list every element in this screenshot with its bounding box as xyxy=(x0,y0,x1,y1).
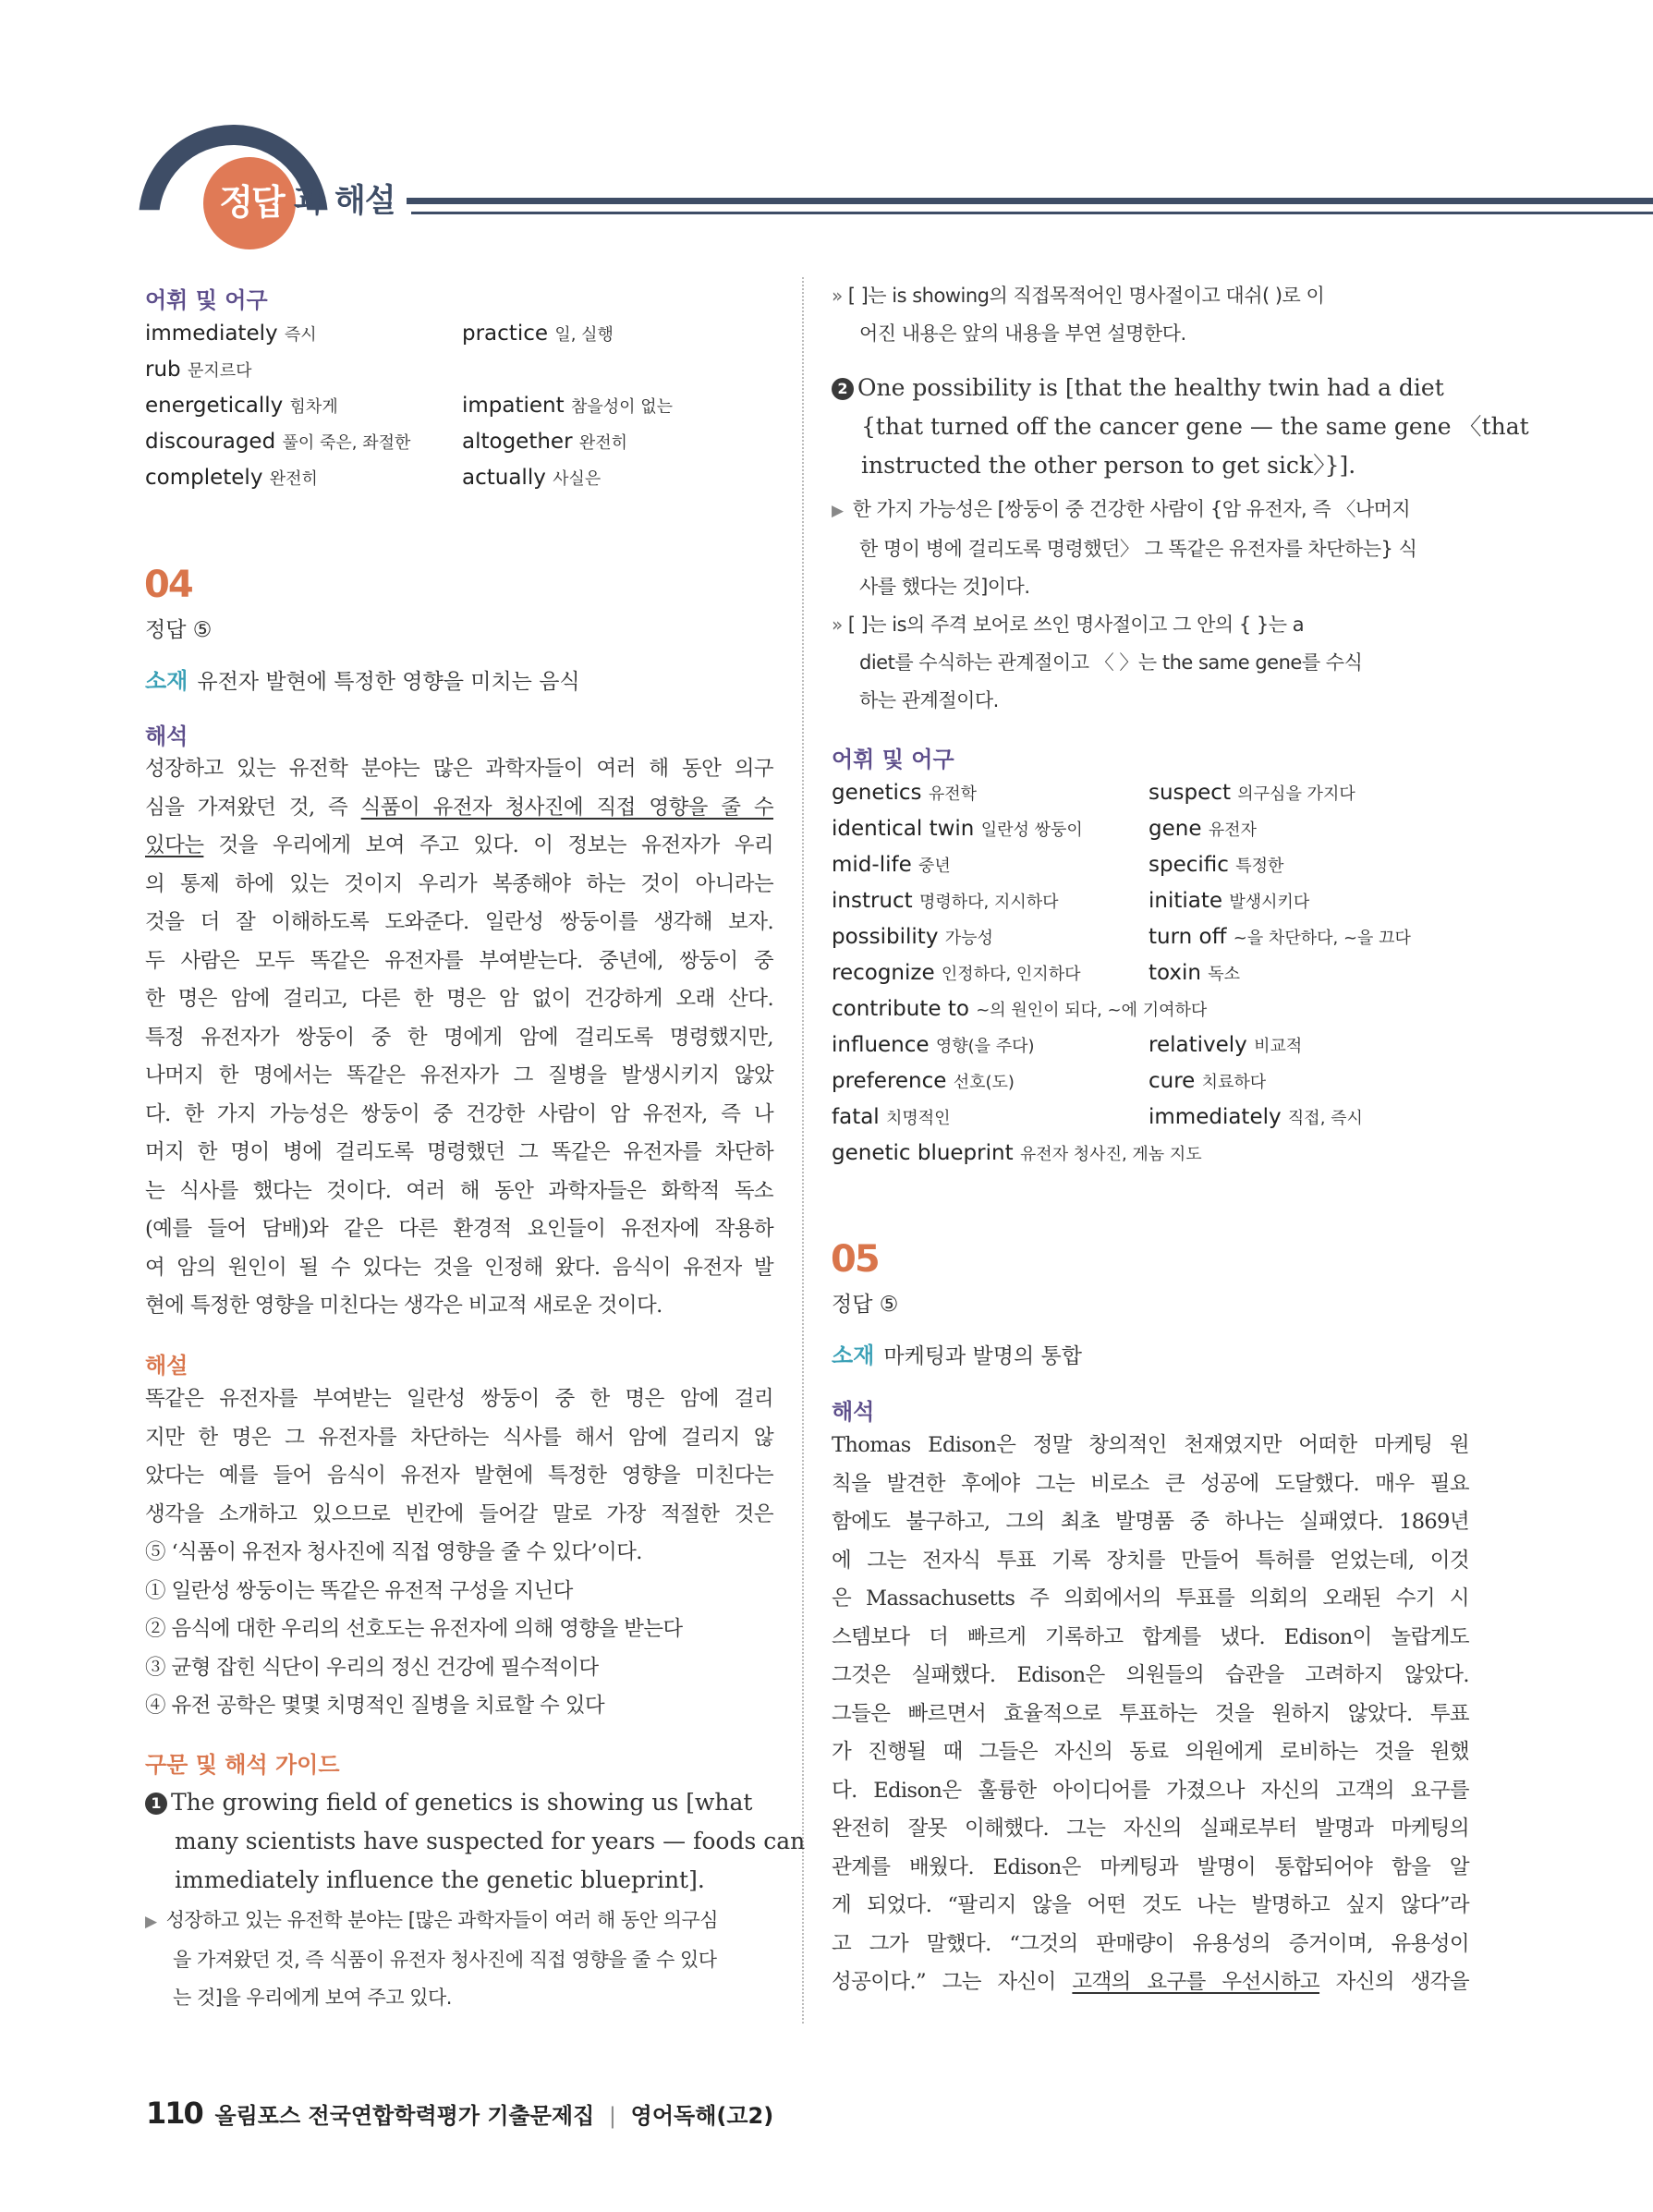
text-line: 그들은 빠르면서 효율적으로 투표하는 것을 원하지 않았다. 투표 xyxy=(832,1701,1469,1726)
vocab-term: practice xyxy=(462,322,548,346)
number-bullet-icon: 1 xyxy=(145,1793,167,1815)
vocab-term: gene xyxy=(1149,817,1202,841)
number-bullet-icon: 2 xyxy=(832,378,854,400)
guide-text: many scientists have suspected for years — foods can xyxy=(175,1828,806,1854)
subject-title: 영어독해(고2) xyxy=(630,2103,774,2129)
text-line: 나머지 한 명에서는 똑같은 유전자가 그 질병을 발생시키지 않았 xyxy=(145,1063,773,1088)
vocab-col2 xyxy=(1149,1069,1266,1093)
double-arrow-icon: » xyxy=(832,285,843,307)
guide-text: instructed the other person to get sick〉}]. xyxy=(861,452,1356,479)
topic-text: 유전자 발현에 특정한 영향을 미치는 음식 xyxy=(197,670,580,694)
text-line: ⑤ ‘식품이 유전자 청사진에 직접 영향을 줄 수 있다’이다. xyxy=(145,1540,642,1564)
vocab-term: rub xyxy=(145,358,181,382)
vocab-col2 xyxy=(1149,817,1257,841)
vocab-row xyxy=(145,466,773,502)
answer-05: 정답 ⑤ xyxy=(832,1293,899,1317)
text-line: 현에 특정한 영향을 미친다는 생각은 비교적 새로운 것이다. xyxy=(145,1294,662,1318)
vocab-row xyxy=(832,1033,1469,1069)
vocab-col2 xyxy=(462,430,627,454)
vocab-term: genetics xyxy=(832,781,922,805)
text-line: 스템보다 더 빠르게 기록하고 합계를 냈다. Edison이 놀랍게도 xyxy=(832,1624,1469,1649)
ko-text: diet를 수식하는 관계절이고 〈 〉는 the same gene를 수식 xyxy=(859,651,1363,674)
text-line: 생각을 소개하고 있으므로 빈칸에 들어갈 말로 가장 적절한 것은 xyxy=(145,1501,773,1526)
text-line: 가 진행될 때 그들은 자신의 동료 의원에게 로비하는 것을 원했 xyxy=(832,1740,1469,1764)
text-line: 함에도 불구하고, 그의 최초 발명품 중 하나는 실패였다. 1869년 xyxy=(832,1510,1469,1534)
ko-line xyxy=(832,606,1469,644)
guide-text: The growing field of genetics is showing us [what xyxy=(171,1789,753,1816)
answer-04: 정답 ⑤ xyxy=(145,618,213,642)
text-line: 여 암의 원인이 될 수 있다는 것을 인정해 왔다. 음식이 유전자 발 xyxy=(145,1255,773,1280)
vocab-row xyxy=(832,1141,1469,1177)
text-line: 성공이다.” 그는 자신이 고객의 요구를 우선시하고 자신의 생각을 xyxy=(832,1970,1470,1994)
vocab-term: recognize xyxy=(832,961,935,985)
text-line: ① 일란성 쌍둥이는 똑같은 유전적 구성을 지닌다 xyxy=(145,1578,573,1603)
vocab-row xyxy=(832,889,1469,925)
vocab-term: possibility xyxy=(832,925,939,949)
topic-05 xyxy=(832,1337,1082,1369)
vocab-term: preference xyxy=(832,1069,947,1093)
guide-line xyxy=(145,1783,773,1822)
vocab-list-1 xyxy=(145,322,773,502)
text-line: 그것은 실패했다. Edison은 의원들의 습관을 고려하지 않았다. xyxy=(832,1663,1469,1687)
vocab-term: impatient xyxy=(462,394,565,418)
vocab-col2 xyxy=(1149,925,1411,949)
vocab-term: genetic blueprint xyxy=(832,1141,1014,1165)
vocab-row xyxy=(145,322,773,358)
text-line: 의 통제 하에 있는 것이지 우리가 복종해야 하는 것이 아니라는 xyxy=(145,871,773,896)
ko-text: [ ]는 is showing의 직접목적어인 명사절이고 대쉬( )로 이 xyxy=(847,285,1325,307)
vocab-meaning: 발생시키다 xyxy=(1229,893,1310,912)
ko-line xyxy=(832,491,1469,530)
vocab-term: instruct xyxy=(832,889,913,913)
vocab-meaning: ~의 원인이 되다, ~에 기여하다 xyxy=(976,1001,1208,1020)
vocab-col2 xyxy=(462,394,673,418)
vocab-col2 xyxy=(1149,781,1355,805)
syntax-guide-2-translation xyxy=(832,491,1469,606)
topic-label: 소재 xyxy=(832,1343,875,1368)
ko-line xyxy=(832,682,1469,720)
ko-line xyxy=(832,277,1469,315)
vocab-row xyxy=(832,817,1469,853)
guide-line xyxy=(145,1861,773,1900)
text-line: 두 사람은 모두 똑같은 유전자를 부여받는다. 중년에, 쌍둥이 중 xyxy=(145,948,773,973)
text-line: ④ 유전 공학은 몇몇 치명적인 질병을 치료할 수 있다 xyxy=(145,1694,605,1718)
vocab-term: toxin xyxy=(1149,961,1201,985)
header-rule-thin xyxy=(411,212,1653,214)
vocab-term: fatal xyxy=(832,1105,880,1129)
text-line: Thomas Edison은 정말 창의적인 천재였지만 어떠한 마케팅 원 xyxy=(832,1433,1469,1457)
ko-text: [ ]는 is의 주격 보어로 쓰인 명사절이고 그 안의 { }는 a xyxy=(847,614,1305,636)
syntax-guide-heading: 구문 및 해석 가이드 xyxy=(145,1752,340,1778)
vocab-col2 xyxy=(462,466,601,490)
vocab-term: identical twin xyxy=(832,817,975,841)
vocab-col2 xyxy=(1149,853,1283,877)
guide-text: One possibility is [that the healthy twin had a diet xyxy=(857,374,1444,401)
vocab-meaning: 독소 xyxy=(1208,965,1241,984)
vocab-row xyxy=(832,1069,1469,1105)
explanation-heading: 해설 xyxy=(145,1353,188,1379)
vocab-row xyxy=(145,394,773,430)
ko-text: 을 가져왔던 것, 즉 식품이 유전자 청사진에 직접 영향을 줄 수 있다 xyxy=(173,1949,717,1971)
underlined-phrase: 고객의 요구를 우선시하고 xyxy=(1072,1970,1320,1994)
ko-text: 한 가지 가능성은 [쌍둥이 중 건강한 사람이 {암 유전자, 즉 〈나머지 xyxy=(852,498,1411,520)
guide-text: {that turned off the cancer gene — the same gene 〈that xyxy=(861,413,1529,440)
ko-line xyxy=(832,644,1469,682)
vocab-row xyxy=(832,781,1469,817)
question-number-05: 05 xyxy=(831,1238,879,1281)
vocab-row xyxy=(832,997,1469,1033)
vocab-meaning: 참을성이 없는 xyxy=(570,397,674,417)
text-line: 똑같은 유전자를 부여받는 일란성 쌍둥이 중 한 명은 암에 걸리 xyxy=(145,1387,773,1411)
ko-text: 성장하고 있는 유전학 분야는 [많은 과학자들이 여러 해 동안 의구심 xyxy=(165,1909,719,1931)
page-number: 110 xyxy=(146,2096,202,2131)
vocab-row xyxy=(832,961,1469,997)
vocab-meaning: 일, 실행 xyxy=(554,325,614,345)
vocab-meaning: 인정하다, 인지하다 xyxy=(941,965,1081,984)
underlined-phrase: 식품이 유전자 청사진에 직접 영향을 줄 수 xyxy=(360,795,774,820)
vocab-term: influence xyxy=(832,1033,930,1057)
vocab-heading: 어휘 및 어구 xyxy=(145,287,268,313)
vocab-term: immediately xyxy=(1149,1105,1282,1129)
topic-04 xyxy=(145,662,580,695)
question-number-04: 04 xyxy=(144,564,192,606)
vocab-col2 xyxy=(1149,1033,1302,1057)
vocab-term: relatively xyxy=(1149,1033,1247,1057)
vocab-row xyxy=(832,1105,1469,1141)
ko-text: 어진 내용은 앞의 내용을 부연 설명한다. xyxy=(859,322,1186,345)
triangle-icon: ▶ xyxy=(832,502,844,520)
vocab-meaning: 중년 xyxy=(918,857,951,876)
vocab-meaning: 영향(을 주다) xyxy=(935,1037,1035,1056)
vocab-meaning: 치료하다 xyxy=(1201,1073,1267,1092)
vocab-meaning: 완전히 xyxy=(269,469,318,489)
vocab-meaning: 유전학 xyxy=(928,784,977,804)
page-footer xyxy=(146,2096,773,2131)
syntax-guide-2 xyxy=(832,369,1529,485)
ko-text: 하는 관계절이다. xyxy=(859,689,999,711)
topic-text: 마케팅과 발명의 통합 xyxy=(883,1344,1082,1368)
translation-04 xyxy=(145,750,773,1326)
text-line: 았다는 예를 들어 음식이 유전자 발현에 특정한 영향을 미친다는 xyxy=(145,1464,773,1488)
text-line: 게 되었다. “팔리지 않을 어떤 것도 나는 발명하고 싶지 않다”라 xyxy=(832,1893,1469,1917)
guide-text: immediately influence the genetic blueprint]. xyxy=(175,1866,705,1893)
text-line: 다. Edison은 훌륭한 아이디어를 가졌으나 자신의 고객의 요구를 xyxy=(832,1778,1469,1803)
explanation-04 xyxy=(145,1380,773,1726)
vocab-heading-2: 어휘 및 어구 xyxy=(832,747,954,772)
vocab-meaning: 풀이 죽은, 좌절한 xyxy=(282,433,411,453)
vocab-term: energetically xyxy=(145,394,284,418)
topic-label: 소재 xyxy=(145,668,188,694)
text-line: 다. 한 가지 가능성은 쌍둥이 중 건강한 사람이 암 유전자, 즉 나 xyxy=(145,1101,773,1126)
ko-text: 는 것]을 우리에게 보여 주고 있다. xyxy=(173,1987,452,2009)
vocab-row xyxy=(832,925,1469,961)
text-line: (예를 들어 담배)와 같은 다른 환경적 요인들이 유전자에 작용하 xyxy=(145,1217,773,1241)
vocab-meaning: 유전자 xyxy=(1208,820,1257,840)
vocab-term: discouraged xyxy=(145,430,276,454)
text-line: 지만 한 명은 그 유전자를 차단하는 식사를 해서 암에 걸리지 않 xyxy=(145,1425,773,1450)
ko-line xyxy=(832,568,1469,606)
syntax-guide-1 xyxy=(145,1783,806,1900)
text-line: 는 식사를 했다는 것이다. 여러 해 동안 과학자들은 화학적 독소 xyxy=(145,1178,773,1203)
translation-heading-2: 해석 xyxy=(832,1399,875,1425)
vocab-term: initiate xyxy=(1149,889,1223,913)
double-arrow-icon: » xyxy=(832,614,843,636)
ko-text: 한 명이 병에 걸리도록 명령했던〉 그 똑같은 유전자를 차단하는} 식 xyxy=(859,538,1417,560)
guide-line xyxy=(832,407,1529,446)
text-line: 칙을 발견한 후에야 그는 비로소 큰 성공에 도달했다. 매우 필요 xyxy=(832,1471,1469,1496)
vocab-meaning: 의구심을 가지다 xyxy=(1237,784,1355,804)
vocab-meaning: ~을 차단하다, ~을 끄다 xyxy=(1233,929,1411,948)
footer-separator: | xyxy=(608,2103,617,2129)
text-line: 머지 한 명이 병에 걸리도록 명령했던 그 똑같은 유전자를 차단하 xyxy=(145,1140,773,1164)
guide-line xyxy=(145,1822,806,1861)
text-line: 한 명은 암에 걸리고, 다른 한 명은 암 없이 건강하게 오래 산다. xyxy=(145,987,773,1011)
ko-line xyxy=(145,1902,773,1941)
vocab-row xyxy=(145,430,773,466)
ko-line xyxy=(832,315,1469,353)
text-line: 관계를 배웠다. Edison은 마케팅과 발명이 통합되어야 함을 알 xyxy=(832,1854,1469,1879)
vocab-term: mid-life xyxy=(832,853,912,877)
vocab-term: contribute to xyxy=(832,997,969,1021)
ko-line xyxy=(145,1979,773,2017)
syntax-note-1 xyxy=(832,277,1469,353)
vocab-term: specific xyxy=(1149,853,1229,877)
text-line: 있다는 것을 우리에게 보여 주고 있다. 이 정보는 유전자가 우리 xyxy=(145,833,773,857)
text-line: 성장하고 있는 유전학 분야는 많은 과학자들이 여러 해 동안 의구 xyxy=(145,757,773,781)
vocab-meaning: 힘차게 xyxy=(289,397,338,417)
vocab-meaning: 선호(도) xyxy=(953,1073,1015,1092)
vocab-term: immediately xyxy=(145,322,278,346)
translation-heading: 해석 xyxy=(145,723,188,749)
guide-line xyxy=(832,446,1469,485)
text-line: ③ 균형 잡힌 식단이 우리의 정신 건강에 필수적이다 xyxy=(145,1655,599,1680)
text-line: 에 그는 전자식 투표 기록 장치를 만들어 특허를 얻었는데, 이것 xyxy=(832,1548,1469,1573)
text-line: ② 음식에 대한 우리의 선호도는 유전자에 의해 영향을 받는다 xyxy=(145,1617,683,1641)
vocab-meaning: 특정한 xyxy=(1235,857,1284,876)
vocab-meaning: 명령하다, 지시하다 xyxy=(918,893,1059,912)
text-line: 은 Massachusetts 주 의회에서의 투표를 의회의 오래된 수기 시 xyxy=(832,1586,1469,1610)
text-line: 특정 유전자가 쌍둥이 중 한 명에게 암에 걸리도록 명령했지만, xyxy=(145,1025,773,1050)
vocab-meaning: 치명적인 xyxy=(886,1109,951,1128)
vocab-meaning: 사실은 xyxy=(553,469,602,489)
text-line: 완전히 잘못 이해했다. 그는 자신의 실패로부터 발명과 마케팅의 xyxy=(832,1817,1469,1841)
vocab-term: actually xyxy=(462,466,546,490)
vocab-term: suspect xyxy=(1149,781,1231,805)
translation-05 xyxy=(832,1427,1469,2002)
vocab-col2 xyxy=(462,322,614,346)
ko-line xyxy=(145,1941,773,1979)
ko-line xyxy=(832,530,1469,568)
syntax-guide-1-translation xyxy=(145,1902,773,2017)
text-line: 심을 가져왔던 것, 즉 식품이 유전자 청사진에 직접 영향을 줄 수 xyxy=(145,795,774,820)
underlined-phrase: 있다는 xyxy=(145,833,204,857)
header-rule xyxy=(407,198,1653,204)
vocab-meaning: 직접, 즉시 xyxy=(1287,1109,1363,1128)
vocab-col2 xyxy=(1149,889,1309,913)
vocab-meaning: 문지르다 xyxy=(187,361,252,381)
vocab-col2 xyxy=(1149,1105,1363,1129)
vocab-meaning: 일란성 쌍둥이 xyxy=(980,820,1083,840)
vocab-list-2 xyxy=(832,781,1469,1177)
ko-text: 사를 했다는 것]이다. xyxy=(859,576,1030,598)
vocab-meaning: 완전히 xyxy=(578,433,628,453)
column-divider xyxy=(802,277,804,2024)
vocab-meaning: 유전자 청사진, 게놈 지도 xyxy=(1019,1145,1202,1164)
vocab-meaning: 즉시 xyxy=(284,325,317,345)
text-line: 것을 더 잘 이해하도록 도와준다. 일란성 쌍둥이를 생각해 보자. xyxy=(145,910,773,934)
text-line: 고 그가 말했다. “그것의 판매량이 유용성의 증거이며, 유용성이 xyxy=(832,1931,1469,1956)
vocab-row xyxy=(832,853,1469,889)
triangle-icon: ▶ xyxy=(145,1913,157,1931)
vocab-meaning: 비교적 xyxy=(1254,1037,1303,1056)
vocab-meaning: 가능성 xyxy=(944,929,993,948)
vocab-term: cure xyxy=(1149,1069,1196,1093)
vocab-term: altogether xyxy=(462,430,573,454)
vocab-term: completely xyxy=(145,466,263,490)
syntax-note-2 xyxy=(832,606,1469,720)
vocab-col2 xyxy=(1149,961,1240,985)
vocab-term: turn off xyxy=(1149,925,1227,949)
guide-line xyxy=(832,369,1469,407)
header-title-answer: 정답 xyxy=(219,182,284,223)
header-title-explanation: 과 해설 xyxy=(294,183,395,220)
vocab-row xyxy=(145,358,773,394)
book-title: 올림포스 전국연합학력평가 기출문제집 xyxy=(214,2103,595,2129)
